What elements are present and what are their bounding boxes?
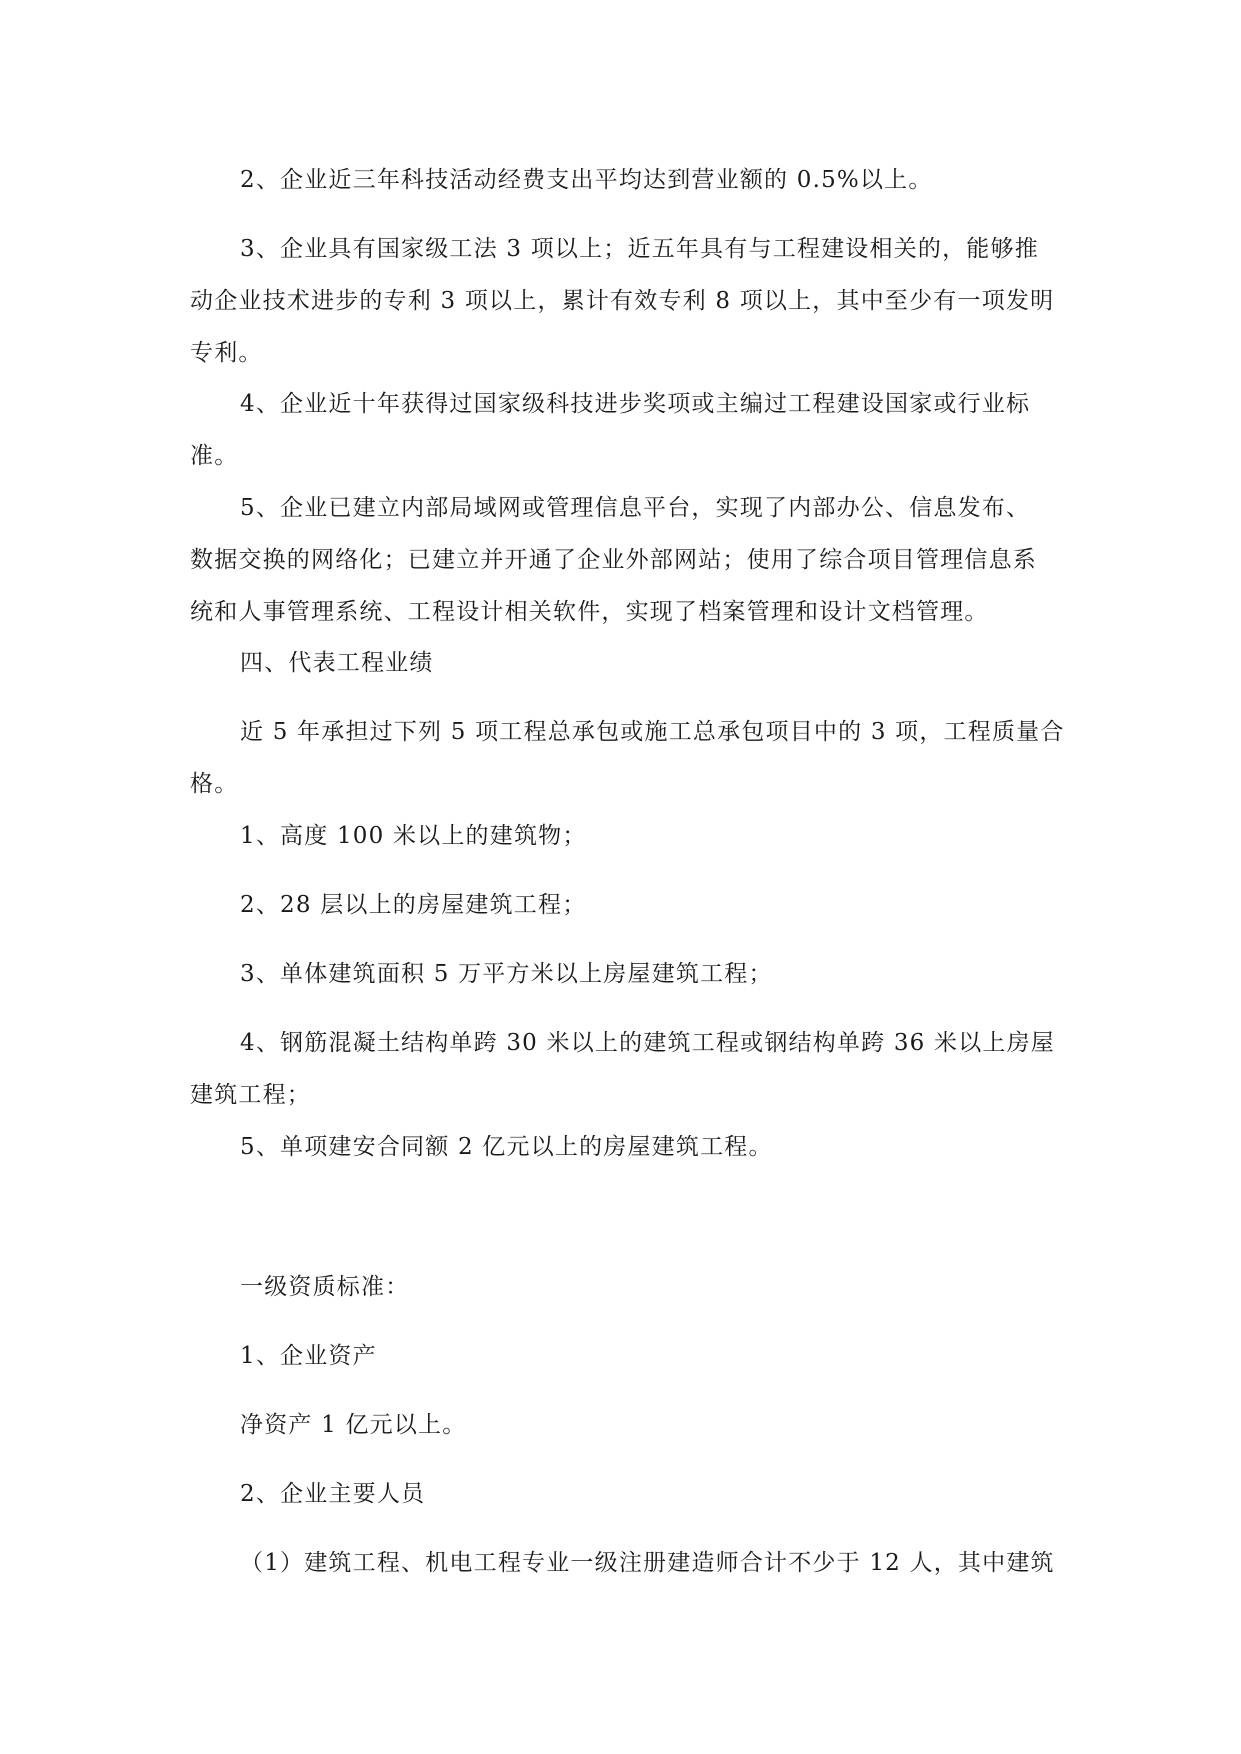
list-item-contract-amount [190,1121,1052,1173]
text-line: 1、企业资产 [240,1343,377,1369]
text-line: 1、高度 100 米以上的建筑物； [240,823,587,849]
paragraph-patents [190,223,1055,379]
paragraph-information-platform [190,482,1052,638]
paragraph-constructors [190,1537,1055,1589]
text-line: 数据交换的网络化；已建立并开通了企业外部网站；使用了综合项目管理信息系 [190,547,1037,573]
subheading-personnel [190,1468,1052,1520]
text-line: 四、代表工程业绩 [240,650,434,676]
list-item-floors [190,879,1052,931]
list-item-height [190,810,1052,862]
text-line: 动企业技术进步的专利 3 项以上，累计有效专利 8 项以上，其中至少有一项发明 [190,288,1055,314]
text-line: 5、单项建安合同额 2 亿元以上的房屋建筑工程。 [240,1134,773,1160]
text-line: 近 5 年承担过下列 5 项工程总承包或施工总承包项目中的 3 项，工程质量合 [240,719,1065,745]
text-line: 准。 [190,443,239,469]
text-line: 4、钢筋混凝土结构单跨 30 米以上的建筑工程或钢结构单跨 36 米以上房屋 [240,1030,1056,1056]
text-line: （1）建筑工程、机电工程专业一级注册建造师合计不少于 12 人，其中建筑 [240,1550,1055,1576]
section-heading-performance [190,637,1052,689]
text-line: 净资产 1 亿元以上。 [240,1412,467,1438]
list-item-area [190,948,1052,1000]
text-line: 建筑工程； [190,1082,311,1108]
text-line: 3、单体建筑面积 5 万平方米以上房屋建筑工程； [240,961,773,987]
text-line: 2、企业主要人员 [240,1481,426,1507]
text-line: 3、企业具有国家级工法 3 项以上；近五年具有与工程建设相关的，能够推 [240,236,1039,262]
paragraph-performance-intro [190,706,1065,810]
text-line: 2、企业近三年科技活动经费支出平均达到营业额的 0.5%以上。 [240,167,933,193]
text-line: 统和人事管理系统、工程设计相关软件，实现了档案管理和设计文档管理。 [190,599,989,625]
paragraph-net-assets [190,1399,1052,1451]
text-line: 4、企业近十年获得过国家级科技进步奖项或主编过工程建设国家或行业标 [240,391,1031,417]
text-line: 5、企业已建立内部局域网或管理信息平台，实现了内部办公、信息发布、 [240,495,1031,521]
section-heading-level-one [190,1261,1052,1313]
text-line: 2、28 层以上的房屋建筑工程； [240,892,587,918]
text-line: 一级资质标准： [240,1274,410,1300]
subheading-assets [190,1330,1052,1382]
list-item-span [190,1017,1056,1121]
paragraph-tech-funding [190,154,1052,206]
text-line: 专利。 [190,340,263,366]
text-line: 格。 [190,771,239,797]
paragraph-awards [190,378,1052,482]
